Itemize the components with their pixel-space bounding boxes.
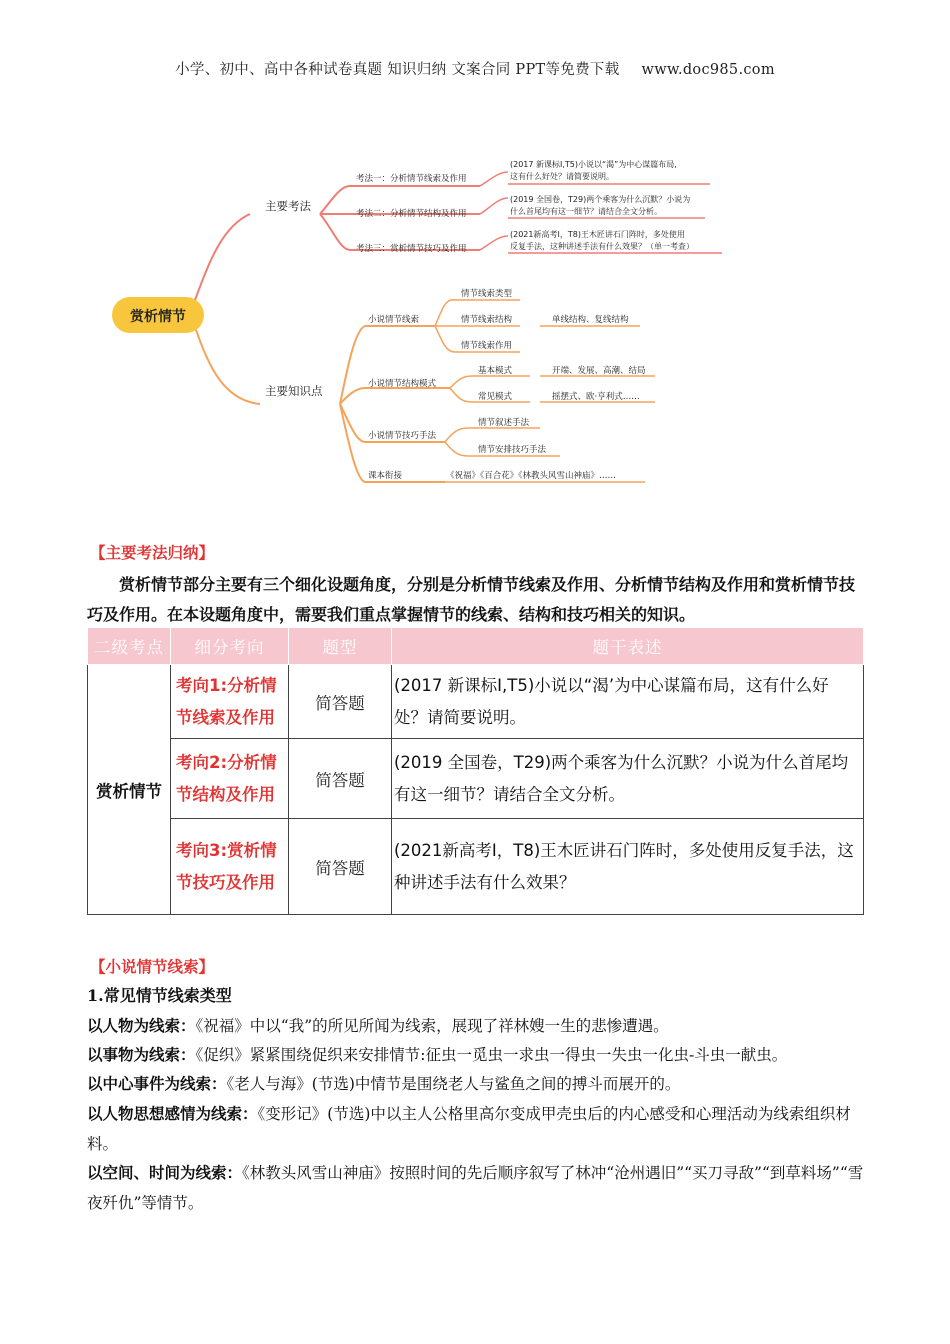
textbook-detail: 《祝福》《百合花》《林教头风雪山神庙》……: [446, 471, 617, 481]
connector-narrative: [445, 428, 540, 442]
header-url[interactable]: www.doc985.com: [641, 62, 775, 78]
clue-item-text: 《祝福》中以“我”的所见所闻为线索，展现了祥林嫂一生的悲惨遭遇。: [195, 1017, 669, 1035]
table-row: [88, 665, 864, 739]
connector-structure: [340, 388, 450, 404]
clue-item-text: 《促织》紧紧围绕促织来安排情节:征虫一觅虫一求虫一得虫一失虫一化虫-斗虫一献虫。: [195, 1046, 788, 1064]
type-cell: 简答题: [289, 739, 392, 819]
clue-item-space-time: [87, 1158, 867, 1218]
connector-q3: [480, 236, 508, 250]
question-3-line2: 反复手法，这种讲述手法有什么效果？（单一考查）: [510, 242, 694, 251]
knowledge-label: 主要知识点: [265, 384, 323, 398]
connector-q1: [480, 172, 508, 186]
section-title-clues: 【小说情节线索】: [90, 958, 215, 976]
clue-item-object: [87, 1040, 867, 1070]
question-3-line1: (2021新高考Ⅰ，T8)王木匠讲石门阵时，多处使用: [510, 230, 685, 239]
direction-cell: 考向3:赏析情节技巧及作用: [171, 819, 289, 915]
common-mode-detail: 摇摆式、欧·亨利式……: [552, 392, 640, 402]
mind-map: [100, 150, 740, 500]
clue-item-label: 以事物为线索：: [87, 1046, 196, 1064]
header-type: 题型: [289, 628, 392, 665]
table-row: [88, 739, 864, 819]
structure-label: 小说情节结构模式: [368, 379, 437, 389]
textbook-label: 课本衔接: [368, 471, 403, 481]
clue-structure: 情节线索结构: [461, 315, 513, 325]
header-text: 小学、初中、高中各种试卷真题 知识归纳 文案合同 PPT等免费下载: [175, 62, 620, 78]
clue-label: 小说情节线索: [368, 315, 420, 325]
header-direction: 细分考向: [171, 628, 289, 665]
direction-cell: 考向2:分析情节结构及作用: [171, 739, 289, 819]
question-2-line1: (2019 全国卷，T29)两个乘客为什么沉默？小说为: [510, 195, 691, 204]
type-cell: 简答题: [289, 665, 392, 739]
exam-table: [87, 627, 864, 915]
question-1-line2: 这有什么好处？请简要说明。: [510, 172, 614, 181]
branch-line-knowledge: [190, 313, 260, 404]
arrangement-technique: 情节安排技巧手法: [478, 445, 547, 455]
subsection-title: 1.常见情节线索类型: [87, 986, 232, 1005]
clue-type: 情节线索类型: [461, 289, 513, 299]
table-header-row: [88, 628, 864, 665]
intro-paragraph: 赏析情节部分主要有三个细化设题角度，分别是分析情节线索及作用、分析情节结构及作用和赏析情节技巧及作用。在本设题角度中，需要我们重点掌握情节的线索、结构和技巧相关的知识。: [87, 575, 856, 624]
method-3: 考法三：赏析情节技巧及作用: [356, 244, 467, 254]
question-1-line1: (2017 新课标Ⅰ,T5)小说以“渴”为中心谋篇布局,: [510, 160, 677, 169]
header-category: 二级考点: [88, 628, 171, 665]
clue-structure-detail: 单线结构、复线结构: [552, 315, 629, 325]
common-mode: 常见模式: [478, 392, 513, 402]
page-header: [0, 58, 950, 79]
type-cell: 简答题: [289, 819, 392, 915]
clue-item-emotion: [87, 1099, 867, 1159]
clue-item-label: 以中心事件为线索：: [87, 1075, 227, 1093]
section-title-methods: 【主要考法归纳】: [90, 544, 215, 562]
narrative-technique: 情节叙述手法: [478, 418, 530, 428]
connector-q2: [480, 198, 508, 214]
direction-cell: 考向1:分析情节线索及作用: [171, 665, 289, 739]
branch-line-methods: [190, 214, 250, 313]
clue-effect: 情节线索作用: [461, 341, 513, 351]
description-cell: (2019 全国卷，T29)两个乘客为什么沉默？小说为什么首尾均有这一细节？请结合全文分析。: [392, 739, 864, 819]
connector-basic: [450, 376, 530, 388]
header-description: 题干表述: [392, 628, 864, 665]
description-cell: (2021新高考Ⅰ，T8)王木匠讲石门阵时，多处使用反复手法，这种讲述手法有什么效果？: [392, 819, 864, 915]
category-cell: 赏析情节: [88, 665, 171, 915]
clue-item-label: 以人物思想感情为线索：: [87, 1105, 258, 1123]
description-cell: (2017 新课标Ⅰ,T5)小说以“渴’为中心谋篇布局，这有什么好处？请简要说明。: [392, 665, 864, 739]
clue-item-label: 以空间、时间为线索：: [87, 1164, 243, 1182]
clue-item-text: 《变形记》(节选)中以主人公格里高尔变成甲壳虫后的内心感受和心理活动为线索组织材料。: [87, 1105, 851, 1153]
basic-mode-detail: 开端、发展、高潮、结局: [552, 366, 646, 376]
clue-item-person: [87, 1011, 867, 1041]
clue-item-text: 《林教头风雪山神庙》按照时间的先后顺序叙写了林冲“沧州遇旧”“买刀寻敌”“到草料场”“雪夜歼仇”等情节。: [87, 1164, 864, 1212]
table-row: [88, 819, 864, 915]
basic-mode: 基本模式: [478, 366, 513, 376]
method-2: 考法二：分析情节结构及作用: [356, 209, 467, 219]
root-label: 赏析情节: [130, 309, 186, 325]
method-1: 考法一：分析情节线索及作用: [356, 174, 467, 184]
methods-label: 主要考法: [265, 199, 311, 213]
question-2-line2: 什么首尾均有这一细节？请结合全文分析。: [510, 207, 662, 216]
clue-item-event: [87, 1069, 867, 1099]
technique-label: 小说情节技巧手法: [368, 431, 437, 441]
clue-item-text: 《老人与海》(节选)中情节是围绕老人与鲨鱼之间的搏斗而展开的。: [226, 1075, 681, 1093]
clue-item-label: 以人物为线索：: [87, 1017, 196, 1035]
